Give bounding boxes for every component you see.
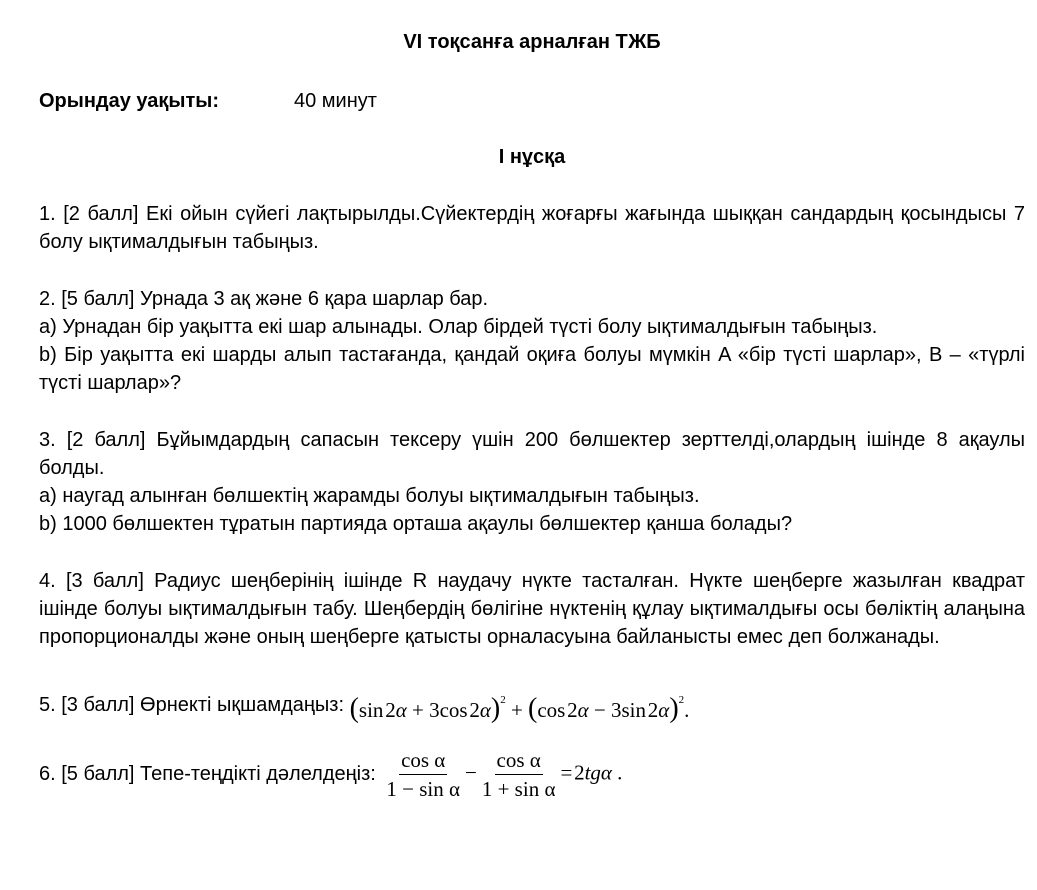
task-2-part-a: a) Урнадан бір уақытта екі шар алынады. Олар бірдей түсті болу ықтималдығын табыңыз.	[39, 316, 878, 338]
task-5-formula: (sin 2α + 3cos 2α)$^2$ + (cos 2α − 3sin 2α)$^2$.	[349, 693, 690, 724]
document-page	[39, 28, 1025, 804]
task-5	[39, 685, 1025, 725]
document-title: VI тоқсанға арналған ТЖБ	[403, 31, 661, 53]
task-4	[39, 567, 1025, 651]
fraction-1: $\frac{\text{cos α}}{\text{1 − sin α}}$	[386, 747, 460, 801]
task-1-text: 1. [2 балл] Екі ойын сүйегі лақтырылды.Сүйектердің жоғарғы жағында шыққан сандардың қосындысы 7 болу ықтималдығын табыңыз.	[39, 203, 1025, 253]
time-label: Орындау уақыты:	[39, 90, 220, 112]
task-2-stem: 2. [5 балл] Урнада 3 ақ және 6 қара шарлар бар.	[39, 288, 489, 310]
task-1	[39, 200, 1025, 256]
variant-heading: I нұсқа	[498, 146, 566, 168]
task-6	[39, 744, 1025, 804]
task-3-stem: 3. [2 балл] Бұйымдардың сапасын тексеру үшін 200 бөлшектер зерттелді,олардың ішінде 8 ақаулы болды.	[39, 429, 1025, 479]
task-3-part-b: b) 1000 бөлшектен тұратын партияда орташа ақаулы бөлшектер қанша болады?	[39, 513, 793, 535]
time-line	[39, 87, 1025, 115]
task-3-part-a: a) наугад алынған бөлшектің жарамды болуы ықтималдығын табыңыз.	[39, 485, 700, 507]
task-6-formula: $\frac{\text{cos α}}{\text{1 − sin α}}$ − $\frac{\text{cos α}}{\text{1 + sin α}}$ = 2tgα .	[386, 747, 623, 801]
task-2	[39, 285, 1025, 397]
task-3	[39, 426, 1025, 538]
task-2-part-b: b) Бір уақытта екі шарды алып тастағанда, қандай оқиға болуы мүмкін A «бір түсті шарлар», B – «түрлі түсті шарлар»?	[39, 344, 1025, 394]
task-4-text: 4. [3 балл] Радиус шеңберінің ішінде R наудачу нүкте тасталған. Нүкте шеңберге жазылған квадрат ішінде болуы ықтималдығын табу. Шеңбердің бөлігіне нүктенің құлау ықтималдығы осы бөліктің алаңына пропорционалды және оның шеңберге қатысты орналасуына байланысты емес деп болжанады.	[39, 570, 1025, 648]
fraction-2: $\frac{\text{cos α}}{\text{1 + sin α}}$	[481, 747, 556, 801]
task-5-label: 5. [3 балл] Өрнекті ықшамдаңыз:	[39, 694, 345, 716]
time-value: 40 минут	[294, 90, 377, 112]
task-6-label: 6. [5 балл] Тепе-теңдікті дәлелдеңіз:	[39, 763, 376, 785]
